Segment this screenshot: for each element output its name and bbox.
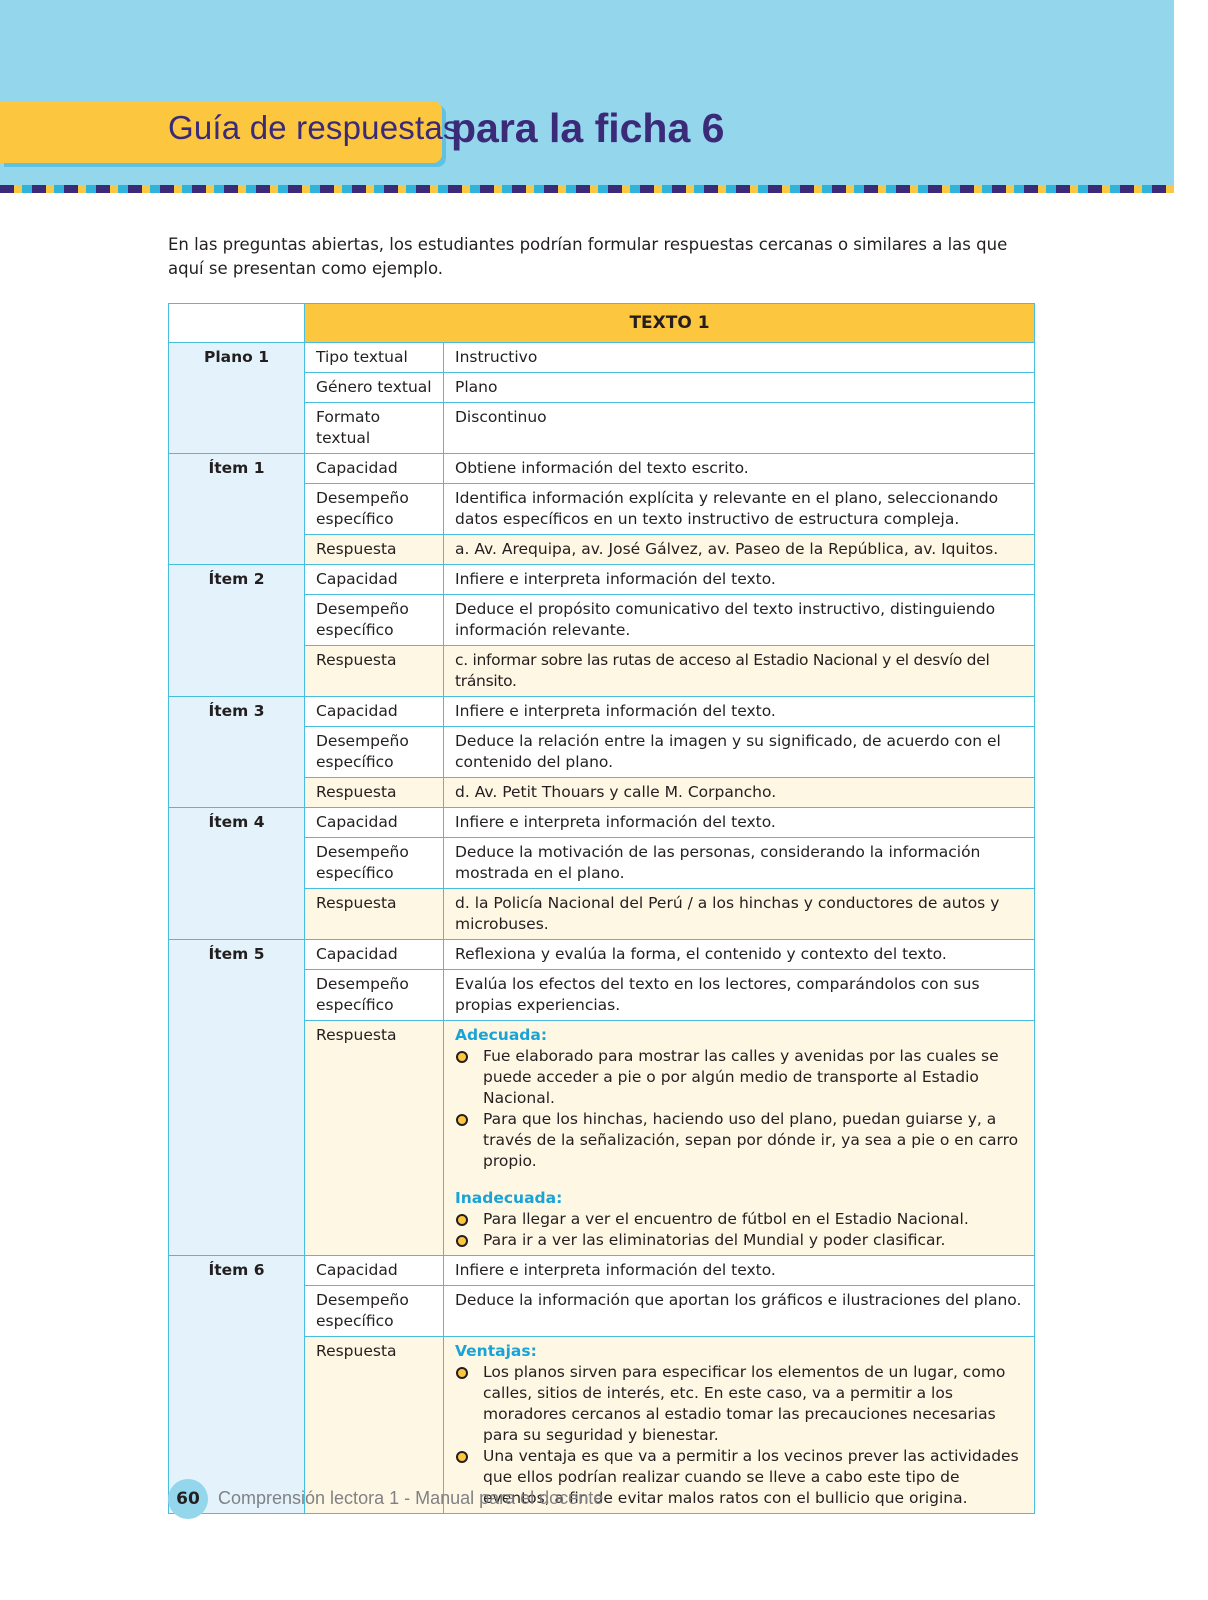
respuesta-label: Respuesta [305,889,444,940]
bullet-icon [456,1214,468,1226]
capacidad-value: Infiere e interpreta información del texto. [444,697,1035,727]
desempeno-label: Desempeño específico [305,595,444,646]
adecuada-heading: Adecuada: [455,1026,548,1044]
list-item [455,1109,1023,1172]
respuesta-label: Respuesta [305,1337,444,1514]
respuesta-label: Respuesta [305,1021,444,1256]
item-label: Ítem 3 [169,697,305,808]
ventajas-heading: Ventajas: [455,1342,537,1360]
desempeno-label: Desempeño específico [305,1286,444,1337]
respuesta-label: Respuesta [305,646,444,697]
desempeno-label: Desempeño específico [305,838,444,889]
header-band [0,0,1174,192]
item-label: Ítem 4 [169,808,305,940]
list-item [455,1362,1023,1446]
desempeno-value: Deduce la motivación de las personas, considerando la información mostrada en el plano. [444,838,1035,889]
bullet-icon [456,1114,468,1126]
capacidad-label: Capacidad [305,697,444,727]
list-item [455,1230,1023,1251]
desempeno-value: Deduce el propósito comunicativo del texto instructivo, distinguiendo información relevante. [444,595,1035,646]
desempeno-value: Deduce la información que aportan los gráficos e ilustraciones del plano. [444,1286,1035,1337]
inadecuada-heading: Inadecuada: [455,1189,563,1207]
inadecuada-list [455,1209,1023,1251]
list-item-text: Fue elaborado para mostrar las calles y avenidas por las cuales se puede acceder a pie o por algún medio de transporte al Estadio Nacional. [483,1047,999,1107]
item-label: Ítem 2 [169,565,305,697]
item-label: Ítem 1 [169,454,305,565]
respuesta-label: Respuesta [305,778,444,808]
page-title-part1: Guía de respuestas [168,109,460,146]
dashed-divider [0,185,1174,193]
row-label: Género textual [305,373,444,403]
row-value: Plano [444,373,1035,403]
desempeno-label: Desempeño específico [305,970,444,1021]
respuesta-value: a. Av. Arequipa, av. José Gálvez, av. Paseo de la República, av. Iquitos. [444,535,1035,565]
capacidad-label: Capacidad [305,808,444,838]
desempeno-value: Evalúa los efectos del texto en los lectores, comparándolos con sus propias experiencias. [444,970,1035,1021]
respuesta-value: d. la Policía Nacional del Perú / a los hinchas y conductores de autos y microbuses. [444,889,1035,940]
respuesta-value: d. Av. Petit Thouars y calle M. Corpancho. [444,778,1035,808]
list-item [455,1046,1023,1109]
plano-label: Plano 1 [169,343,305,454]
respuesta-label: Respuesta [305,535,444,565]
capacidad-value: Infiere e interpreta información del texto. [444,565,1035,595]
desempeno-label: Desempeño específico [305,727,444,778]
capacidad-label: Capacidad [305,454,444,484]
capacidad-label: Capacidad [305,940,444,970]
list-item-text: Para que los hinchas, haciendo uso del plano, puedan guiarse y, a través de la señalización, sepan por dónde ir, ya sea a pie o en carro propio. [483,1110,1019,1170]
list-item-text: Para ir a ver las eliminatorias del Mundial y poder clasificar. [483,1231,946,1249]
bullet-icon [456,1235,468,1247]
adecuada-list [455,1046,1023,1172]
bullet-icon [456,1367,468,1379]
row-value: Discontinuo [444,403,1035,454]
row-label: Tipo textual [305,343,444,373]
desempeno-value: Deduce la relación entre la imagen y su significado, de acuerdo con el contenido del plano. [444,727,1035,778]
list-item-text: Una ventaja es que va a permitir a los vecinos prever las actividades que ellos podrían realizar cuando se lleve a cabo este tipo de eventos, a fin de evitar malos ratos con el bullicio que origina. [483,1447,1019,1507]
capacidad-label: Capacidad [305,1256,444,1286]
bullet-icon [456,1051,468,1063]
item-label: Ítem 5 [169,940,305,1256]
capacidad-value: Obtiene información del texto escrito. [444,454,1035,484]
page-number: 60 [168,1479,208,1519]
item-label: Ítem 6 [169,1256,305,1514]
capacidad-label: Capacidad [305,565,444,595]
bullet-icon [456,1451,468,1463]
capacidad-value: Reflexiona y evalúa la forma, el contenido y contexto del texto. [444,940,1035,970]
desempeno-label: Desempeño específico [305,484,444,535]
list-item-text: Para llegar a ver el encuentro de fútbol en el Estadio Nacional. [483,1210,969,1228]
list-item [455,1209,1023,1230]
respuesta-value: c. informar sobre las rutas de acceso al Estadio Nacional y el desvío del tránsito. [444,646,1035,697]
desempeno-value: Identifica información explícita y relevante en el plano, seleccionando datos específicos en un texto instructivo de estructura compleja. [444,484,1035,535]
capacidad-value: Infiere e interpreta información del texto. [444,808,1035,838]
table-heading: TEXTO 1 [305,304,1035,343]
intro-text: En las preguntas abiertas, los estudiantes podrían formular respuestas cercanas o similares a las que aquí se presentan como ejemplo. [168,235,1008,278]
respuesta-value [444,1337,1035,1514]
respuesta-value [444,1021,1035,1256]
row-label: Formato textual [305,403,444,454]
list-item-text: Los planos sirven para especificar los elementos de un lugar, como calles, sitios de interés, etc. En este caso, va a permitir a los moradores cercanos al estadio tomar las precauciones necesarias para su seguridad y bienestar. [483,1363,1006,1444]
capacidad-value: Infiere e interpreta información del texto. [444,1256,1035,1286]
row-value: Instructivo [444,343,1035,373]
book-title: Comprensión lectora 1 - Manual para el docente [218,1488,604,1508]
answer-guide-table [168,303,1035,1514]
ventajas-list [455,1362,1023,1509]
page-title-part2: para la ficha 6 [451,105,725,151]
